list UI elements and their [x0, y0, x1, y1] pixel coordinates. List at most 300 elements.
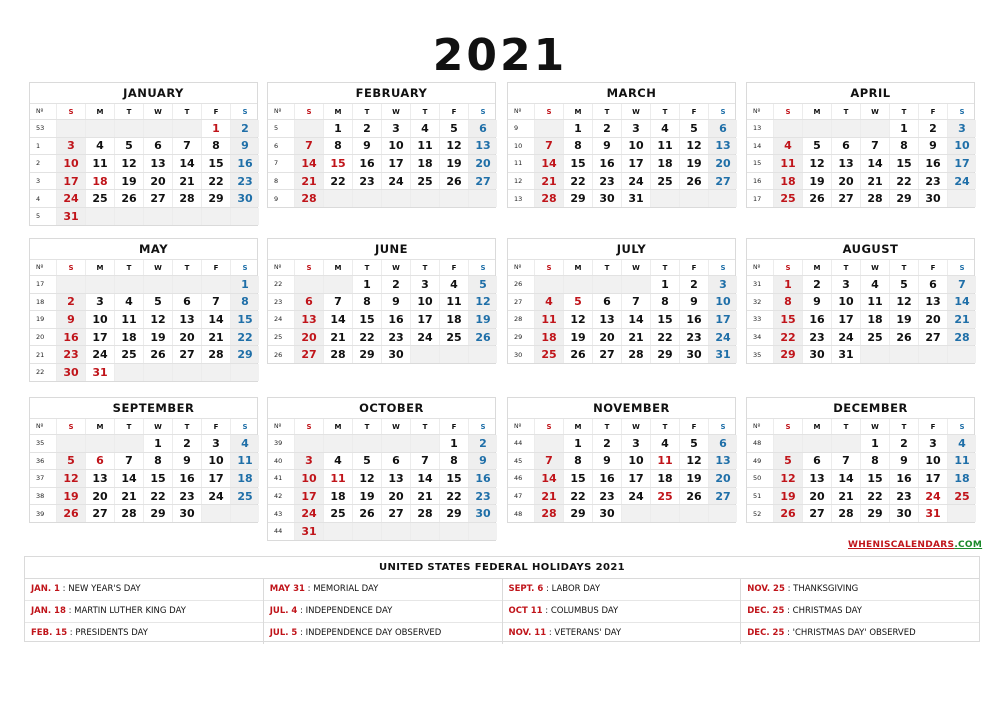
- week-number: 44: [274, 527, 283, 536]
- week-number: 41: [274, 474, 283, 483]
- month-june: [267, 238, 496, 364]
- day-cell: 19: [114, 173, 143, 190]
- day-cell: 4: [650, 435, 679, 452]
- day-cell: 23: [381, 329, 410, 346]
- day-cell: 9: [802, 294, 831, 311]
- day-cell: 17: [708, 311, 737, 328]
- day-cell: 19: [679, 470, 708, 487]
- week-number: 25: [274, 333, 283, 342]
- weekday-header-row: [508, 418, 735, 434]
- year-title: 2021: [432, 30, 568, 81]
- day-cell: 10: [381, 138, 410, 155]
- weekday-header: S: [534, 260, 563, 275]
- day-cell: 29: [563, 505, 592, 522]
- holiday-date: JUL. 5: [269, 628, 298, 638]
- holiday-name: PRESIDENTS DAY: [75, 628, 149, 638]
- weekday-header: F: [439, 104, 468, 119]
- week-row: [268, 434, 495, 452]
- day-cell: 29: [650, 346, 679, 363]
- day-cell: 3: [831, 276, 860, 293]
- day-cell: 2: [679, 276, 708, 293]
- week-number-header: Nº: [274, 264, 282, 271]
- day-cell: 22: [650, 329, 679, 346]
- week-number: 53: [36, 124, 45, 133]
- empty-day-cell: [860, 120, 889, 137]
- day-cell: 8: [889, 138, 918, 155]
- day-cell: 14: [294, 155, 323, 172]
- holiday-item: [741, 623, 979, 644]
- day-cell: 30: [679, 346, 708, 363]
- week-number: 36: [36, 456, 45, 465]
- day-cell: 23: [889, 488, 918, 505]
- day-cell: 9: [468, 453, 497, 470]
- day-cell: 25: [439, 329, 468, 346]
- week-number: 9: [274, 194, 279, 203]
- day-cell: 31: [294, 523, 323, 540]
- week-number: 1: [36, 141, 41, 150]
- holiday-separator: :: [59, 584, 69, 594]
- empty-day-cell: [621, 276, 650, 293]
- day-cell: 30: [802, 346, 831, 363]
- day-cell: 26: [679, 173, 708, 190]
- holidays-columns: [25, 579, 979, 644]
- day-cell: 13: [172, 311, 201, 328]
- weekday-header-row: [30, 418, 257, 434]
- month-february: [267, 82, 496, 208]
- day-cell: 28: [410, 505, 439, 522]
- day-cell: 27: [294, 346, 323, 363]
- day-cell: 29: [439, 505, 468, 522]
- day-cell: 6: [172, 294, 201, 311]
- week-number: 49: [753, 456, 762, 465]
- week-number: 17: [753, 194, 762, 203]
- day-cell: 30: [889, 505, 918, 522]
- empty-day-cell: [410, 190, 439, 207]
- week-row: [268, 469, 495, 487]
- day-cell: 15: [773, 311, 802, 328]
- holiday-name: NEW YEAR'S DAY: [68, 584, 141, 594]
- day-cell: 24: [381, 173, 410, 190]
- empty-day-cell: [381, 435, 410, 452]
- week-number: 28: [514, 315, 523, 324]
- day-cell: 12: [773, 470, 802, 487]
- week-row: [747, 345, 974, 363]
- day-cell: 11: [773, 155, 802, 172]
- day-cell: 18: [773, 173, 802, 190]
- month-name: JUNE: [374, 242, 409, 256]
- day-cell: 16: [352, 155, 381, 172]
- holiday-name: 'CHRISTMAS DAY' OBSERVED: [792, 628, 916, 638]
- day-cell: 8: [860, 453, 889, 470]
- day-cell: 23: [230, 173, 259, 190]
- day-cell: 30: [918, 190, 947, 207]
- day-cell: 1: [563, 435, 592, 452]
- week-row: [30, 487, 257, 505]
- week-row: [268, 293, 495, 311]
- day-cell: 17: [947, 155, 976, 172]
- holiday-date: JAN. 18: [31, 606, 66, 616]
- holiday-name: INDEPENDENCE DAY: [305, 606, 393, 616]
- weekday-header: S: [947, 260, 976, 275]
- day-cell: 25: [114, 346, 143, 363]
- weekday-header: T: [410, 419, 439, 434]
- day-cell: 26: [56, 505, 85, 522]
- day-cell: 24: [947, 173, 976, 190]
- weekday-header: S: [56, 104, 85, 119]
- day-cell: 19: [802, 173, 831, 190]
- holiday-name: VETERANS' DAY: [554, 628, 622, 638]
- day-cell: 10: [918, 453, 947, 470]
- weekday-header: T: [172, 419, 201, 434]
- day-cell: 29: [773, 346, 802, 363]
- day-cell: 8: [230, 294, 259, 311]
- week-row: [508, 328, 735, 346]
- week-number: 39: [274, 439, 283, 448]
- week-number-header: Nº: [514, 264, 522, 271]
- day-cell: 9: [230, 138, 259, 155]
- holiday-date: OCT 11: [508, 606, 543, 616]
- day-cell: 25: [534, 346, 563, 363]
- empty-day-cell: [85, 276, 114, 293]
- day-cell: 18: [650, 470, 679, 487]
- day-cell: 19: [773, 488, 802, 505]
- month-name: MAY: [138, 242, 169, 256]
- holiday-item: [25, 601, 263, 623]
- day-cell: 25: [860, 329, 889, 346]
- weekday-header: S: [947, 104, 976, 119]
- day-cell: 1: [352, 276, 381, 293]
- weekday-header: S: [534, 419, 563, 434]
- day-cell: 8: [201, 138, 230, 155]
- day-cell: 2: [592, 120, 621, 137]
- day-cell: 9: [592, 453, 621, 470]
- weekday-header: F: [679, 260, 708, 275]
- day-cell: 11: [439, 294, 468, 311]
- week-number: 30: [514, 350, 523, 359]
- day-cell: 13: [381, 470, 410, 487]
- day-cell: 27: [85, 505, 114, 522]
- holidays-panel: [24, 556, 980, 642]
- weekday-header: W: [621, 260, 650, 275]
- day-cell: 16: [172, 470, 201, 487]
- day-cell: 6: [85, 453, 114, 470]
- week-number: 4: [36, 194, 41, 203]
- day-cell: 17: [410, 311, 439, 328]
- day-cell: 14: [831, 470, 860, 487]
- day-cell: 16: [802, 311, 831, 328]
- day-cell: 16: [679, 311, 708, 328]
- week-number-header: Nº: [753, 264, 761, 271]
- day-cell: 2: [381, 276, 410, 293]
- day-cell: 29: [889, 190, 918, 207]
- empty-day-cell: [592, 276, 621, 293]
- weekday-header: T: [114, 104, 143, 119]
- day-cell: 7: [172, 138, 201, 155]
- holiday-date: NOV. 11: [508, 628, 547, 638]
- weekday-header: T: [650, 260, 679, 275]
- day-cell: 7: [201, 294, 230, 311]
- week-number: 29: [514, 333, 523, 342]
- empty-day-cell: [439, 190, 468, 207]
- day-cell: 21: [534, 488, 563, 505]
- day-cell: 18: [860, 311, 889, 328]
- day-cell: 16: [918, 155, 947, 172]
- holiday-date: NOV. 25: [747, 584, 785, 594]
- day-cell: 1: [860, 435, 889, 452]
- day-cell: 26: [802, 190, 831, 207]
- day-cell: 12: [679, 138, 708, 155]
- day-cell: 27: [802, 505, 831, 522]
- day-cell: 16: [468, 470, 497, 487]
- weekday-header: S: [708, 104, 737, 119]
- weekday-header: T: [650, 104, 679, 119]
- day-cell: 28: [534, 505, 563, 522]
- day-cell: 14: [860, 155, 889, 172]
- weekday-header: T: [592, 104, 621, 119]
- empty-day-cell: [352, 435, 381, 452]
- weekday-header: S: [230, 419, 259, 434]
- week-number: 52: [753, 509, 762, 518]
- day-cell: 1: [323, 120, 352, 137]
- day-cell: 15: [439, 470, 468, 487]
- day-cell: 31: [621, 190, 650, 207]
- week-row: [268, 345, 495, 363]
- day-cell: 28: [860, 190, 889, 207]
- day-cell: 3: [201, 435, 230, 452]
- day-cell: 26: [563, 346, 592, 363]
- day-cell: 18: [323, 488, 352, 505]
- day-cell: 30: [592, 505, 621, 522]
- weekday-header: M: [563, 260, 592, 275]
- empty-day-cell: [352, 523, 381, 540]
- day-cell: 13: [468, 138, 497, 155]
- weekday-header-row: [508, 103, 735, 119]
- week-number: 31: [753, 280, 762, 289]
- week-row: [30, 452, 257, 470]
- empty-day-cell: [534, 435, 563, 452]
- weekday-header: F: [201, 104, 230, 119]
- week-row: [747, 328, 974, 346]
- weekday-header: F: [679, 104, 708, 119]
- day-cell: 12: [56, 470, 85, 487]
- day-cell: 8: [143, 453, 172, 470]
- weekday-header: T: [352, 104, 381, 119]
- weekday-header: F: [201, 419, 230, 434]
- day-cell: 27: [831, 190, 860, 207]
- week-number: 15: [753, 159, 762, 168]
- day-cell: 19: [563, 329, 592, 346]
- holiday-item: [741, 579, 979, 601]
- day-cell: 15: [650, 311, 679, 328]
- weekday-header: T: [172, 260, 201, 275]
- week-row: [30, 363, 257, 381]
- week-row: [268, 522, 495, 540]
- weekday-header: T: [410, 260, 439, 275]
- day-cell: 26: [468, 329, 497, 346]
- holiday-name: INDEPENDENCE DAY OBSERVED: [305, 628, 442, 638]
- holiday-date: FEB. 15: [31, 628, 68, 638]
- brand-logo[interactable]: [848, 540, 982, 550]
- day-cell: 27: [468, 173, 497, 190]
- day-cell: 22: [889, 173, 918, 190]
- day-cell: 17: [85, 329, 114, 346]
- weekday-header: S: [708, 260, 737, 275]
- day-cell: 21: [947, 311, 976, 328]
- holidays-column: [263, 579, 502, 644]
- week-row: [508, 172, 735, 190]
- day-cell: 24: [708, 329, 737, 346]
- week-row: [268, 310, 495, 328]
- day-cell: 30: [172, 505, 201, 522]
- week-row: [268, 189, 495, 207]
- day-cell: 5: [468, 276, 497, 293]
- holiday-separator: :: [543, 584, 552, 594]
- weekday-header: F: [439, 260, 468, 275]
- weekday-header: S: [56, 260, 85, 275]
- day-cell: 6: [592, 294, 621, 311]
- empty-day-cell: [172, 120, 201, 137]
- weekday-header: W: [860, 260, 889, 275]
- week-row: [30, 172, 257, 190]
- day-cell: 20: [918, 311, 947, 328]
- weekday-header-row: [508, 259, 735, 275]
- day-cell: 27: [592, 346, 621, 363]
- day-cell: 4: [323, 453, 352, 470]
- day-cell: 7: [410, 453, 439, 470]
- weekday-header: F: [201, 260, 230, 275]
- day-cell: 23: [679, 329, 708, 346]
- month-name: OCTOBER: [359, 401, 424, 415]
- weekday-header: M: [323, 419, 352, 434]
- holidays-column: [502, 579, 741, 644]
- day-cell: 17: [918, 470, 947, 487]
- empty-day-cell: [294, 276, 323, 293]
- day-cell: 12: [468, 294, 497, 311]
- holiday-item: [503, 623, 741, 644]
- day-cell: 14: [323, 311, 352, 328]
- day-cell: 21: [621, 329, 650, 346]
- empty-day-cell: [85, 208, 114, 225]
- month-name: APRIL: [850, 86, 891, 100]
- day-cell: 27: [143, 190, 172, 207]
- day-cell: 9: [381, 294, 410, 311]
- week-number: 24: [274, 315, 283, 324]
- day-cell: 28: [172, 190, 201, 207]
- day-cell: 8: [773, 294, 802, 311]
- day-cell: 8: [352, 294, 381, 311]
- holiday-date: JAN. 1: [31, 584, 60, 594]
- day-cell: 27: [918, 329, 947, 346]
- weekday-header-row: [30, 259, 257, 275]
- day-cell: 20: [831, 173, 860, 190]
- week-number: 9: [514, 124, 519, 133]
- holiday-item: [25, 579, 263, 601]
- day-cell: 15: [352, 311, 381, 328]
- day-cell: 3: [947, 120, 976, 137]
- day-cell: 24: [56, 190, 85, 207]
- day-cell: 28: [534, 190, 563, 207]
- weekday-header: F: [918, 260, 947, 275]
- weekday-header: S: [294, 419, 323, 434]
- week-number: 2: [36, 159, 41, 168]
- day-cell: 7: [860, 138, 889, 155]
- weekday-header: T: [592, 260, 621, 275]
- week-number-header: Nº: [514, 423, 522, 430]
- weekday-header: T: [889, 419, 918, 434]
- empty-day-cell: [679, 505, 708, 522]
- day-cell: 14: [114, 470, 143, 487]
- week-row: [747, 154, 974, 172]
- day-cell: 15: [860, 470, 889, 487]
- week-row: [747, 275, 974, 293]
- month-november: [507, 397, 736, 523]
- empty-day-cell: [143, 120, 172, 137]
- day-cell: 12: [352, 470, 381, 487]
- day-cell: 10: [410, 294, 439, 311]
- empty-day-cell: [230, 505, 259, 522]
- day-cell: 1: [230, 276, 259, 293]
- empty-day-cell: [650, 505, 679, 522]
- weekday-header-row: [268, 103, 495, 119]
- weekday-header: F: [679, 419, 708, 434]
- day-cell: 8: [563, 138, 592, 155]
- week-number: 10: [514, 141, 523, 150]
- day-cell: 11: [860, 294, 889, 311]
- day-cell: 1: [439, 435, 468, 452]
- month-december: [746, 397, 975, 523]
- weekday-header: F: [918, 104, 947, 119]
- day-cell: 23: [172, 488, 201, 505]
- day-cell: 11: [650, 453, 679, 470]
- day-cell: 21: [831, 488, 860, 505]
- day-cell: 10: [947, 138, 976, 155]
- week-number: 21: [36, 350, 45, 359]
- day-cell: 18: [114, 329, 143, 346]
- day-cell: 24: [621, 173, 650, 190]
- week-number-header: Nº: [274, 423, 282, 430]
- day-cell: 22: [563, 488, 592, 505]
- day-cell: 23: [918, 173, 947, 190]
- day-cell: 23: [592, 173, 621, 190]
- day-cell: 13: [708, 453, 737, 470]
- empty-day-cell: [56, 435, 85, 452]
- day-cell: 5: [143, 294, 172, 311]
- week-number: 16: [753, 177, 762, 186]
- day-cell: 10: [708, 294, 737, 311]
- week-number: 20: [36, 333, 45, 342]
- day-cell: 25: [410, 173, 439, 190]
- day-cell: 5: [889, 276, 918, 293]
- day-cell: 2: [172, 435, 201, 452]
- week-row: [747, 310, 974, 328]
- month-march: [507, 82, 736, 208]
- day-cell: 9: [679, 294, 708, 311]
- day-cell: 20: [708, 470, 737, 487]
- weekday-header: M: [802, 260, 831, 275]
- holidays-title: UNITED STATES FEDERAL HOLIDAYS 2021: [25, 557, 979, 579]
- day-cell: 14: [172, 155, 201, 172]
- day-cell: 10: [621, 453, 650, 470]
- day-cell: 3: [708, 276, 737, 293]
- week-row: [30, 345, 257, 363]
- month-name: FEBRUARY: [355, 86, 428, 100]
- day-cell: 5: [352, 453, 381, 470]
- day-cell: 2: [56, 294, 85, 311]
- day-cell: 26: [114, 190, 143, 207]
- weekday-header-row: [747, 418, 974, 434]
- day-cell: 10: [201, 453, 230, 470]
- day-cell: 26: [143, 346, 172, 363]
